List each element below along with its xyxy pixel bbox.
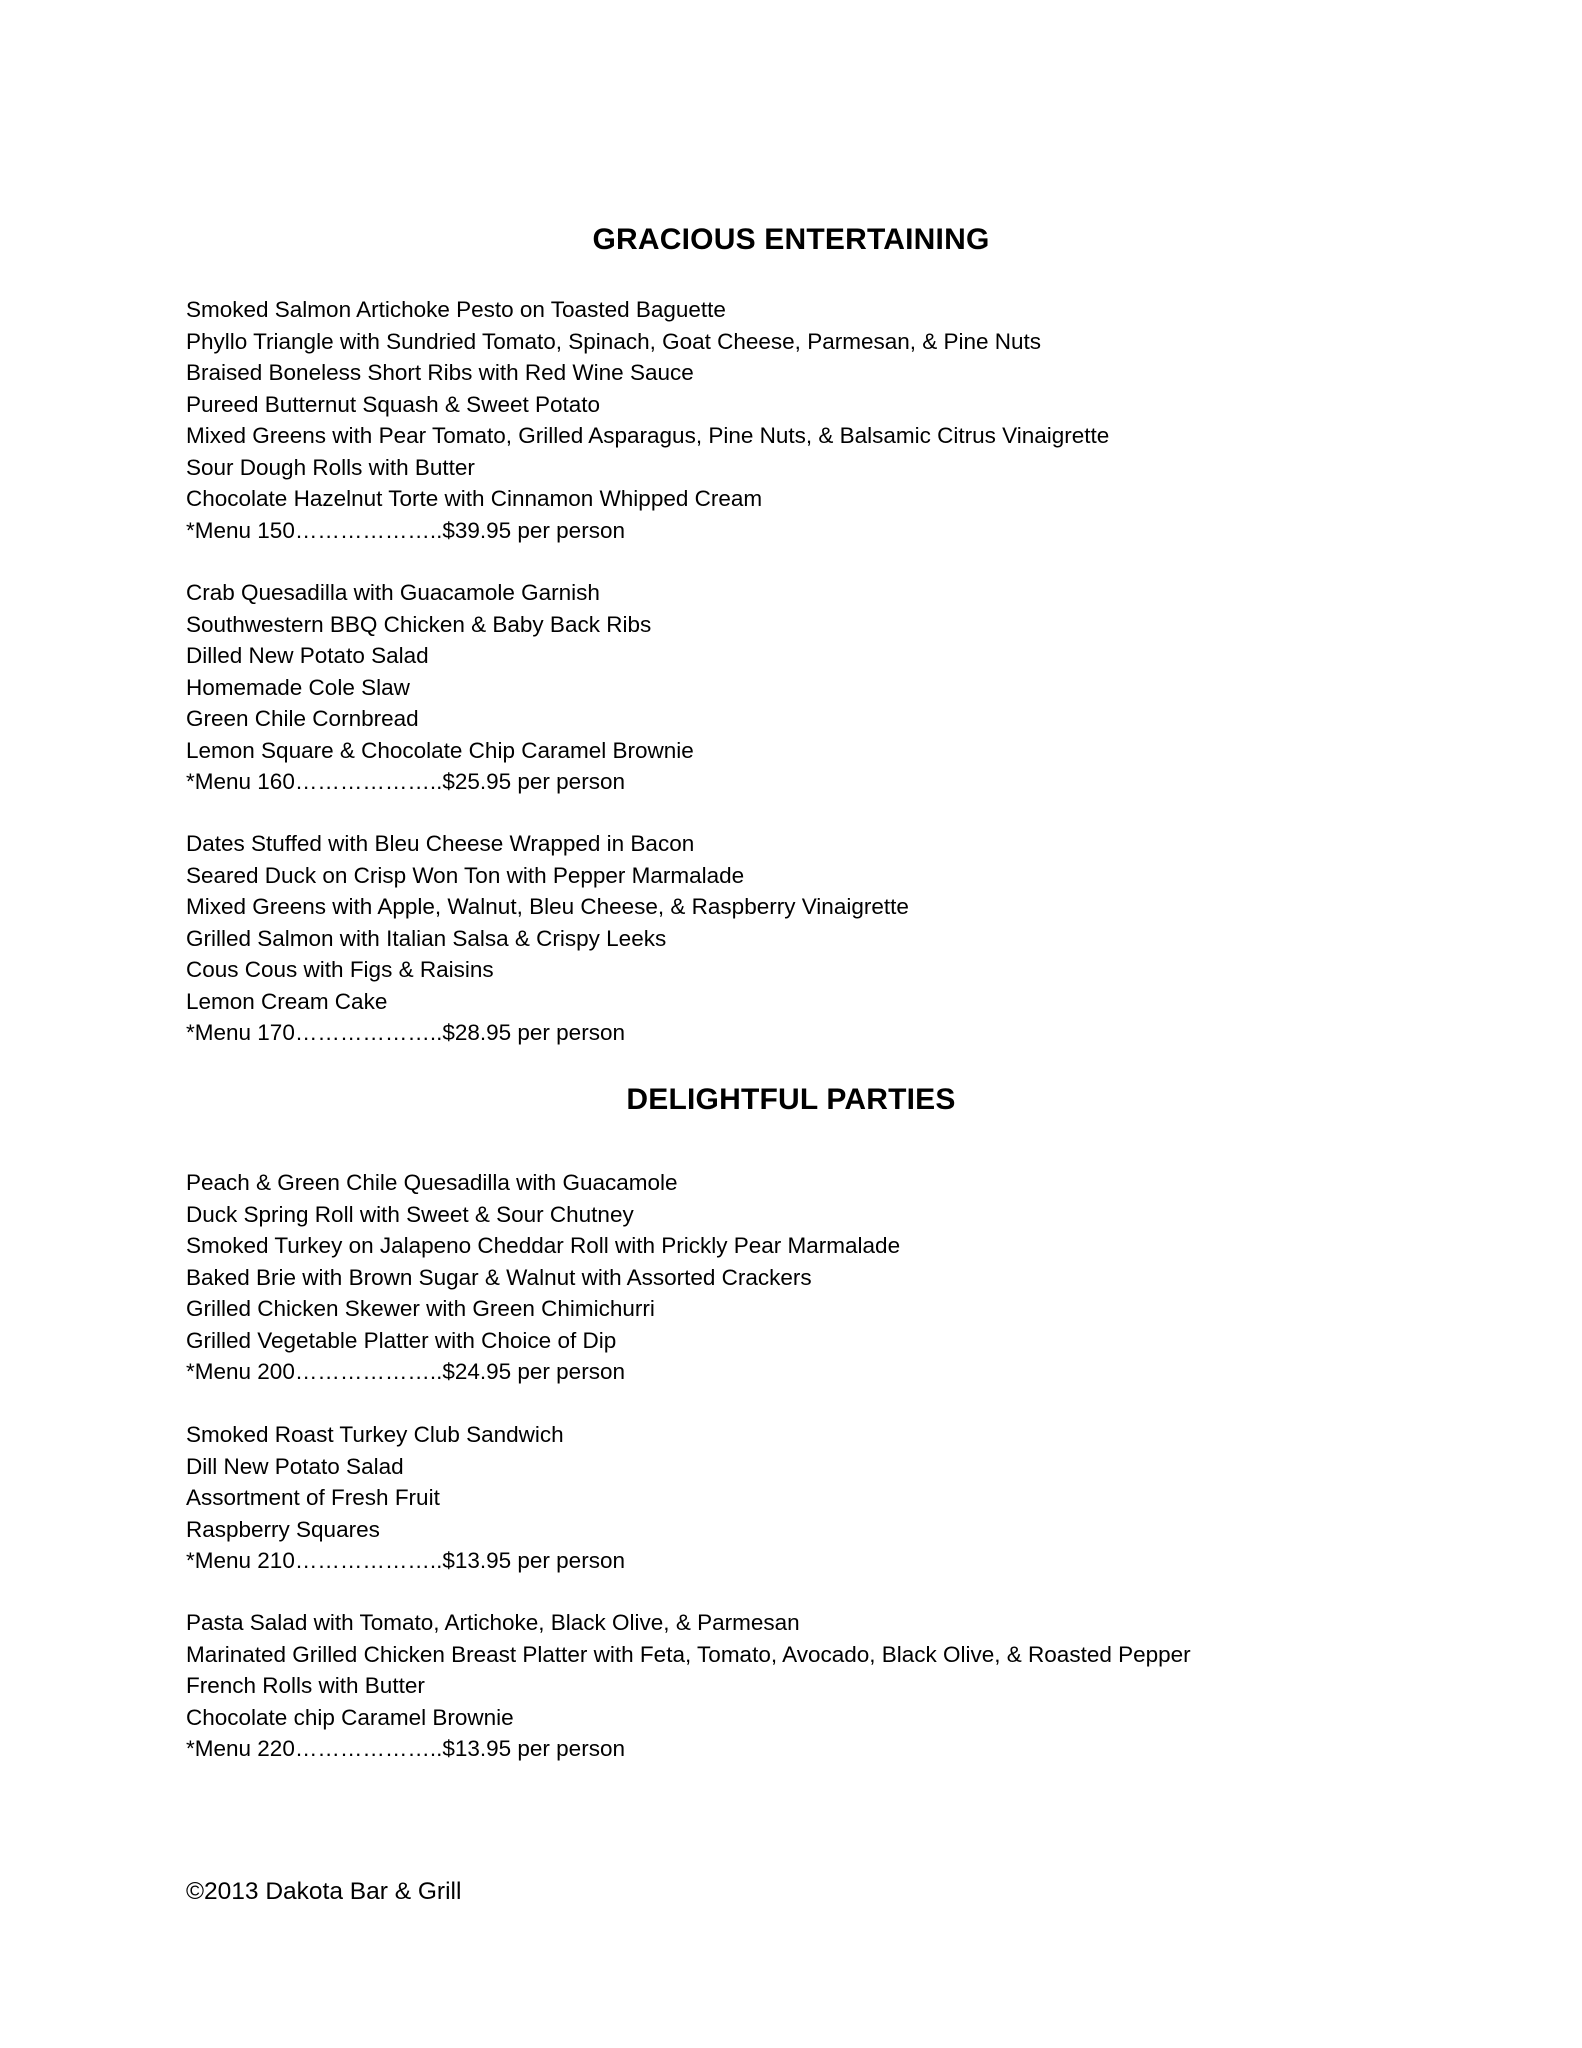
- menu-item: Baked Brie with Brown Sugar & Walnut with Assorted Crackers: [186, 1264, 812, 1290]
- menu-150-block: [186, 294, 1109, 546]
- section-title-gracious-entertaining: GRACIOUS ENTERTAINING: [592, 223, 990, 256]
- menu-210-block: [186, 1419, 625, 1577]
- menu-item: Mixed Greens with Pear Tomato, Grilled Asparagus, Pine Nuts, & Balsamic Citrus Vinaigrette: [186, 423, 1110, 448]
- menu-220-block: [186, 1607, 1191, 1765]
- menu-item: Raspberry Squares: [186, 1516, 380, 1542]
- menu-item: Duck Spring Roll with Sweet & Sour Chutney: [186, 1201, 634, 1227]
- menu-160-block: [186, 577, 694, 798]
- menu-item: Dates Stuffed with Bleu Cheese Wrapped in Bacon: [186, 831, 695, 856]
- menu-item: French Rolls with Butter: [186, 1673, 425, 1698]
- menu-item: Lemon Square & Chocolate Chip Caramel Brownie: [186, 737, 694, 763]
- menu-item: Crab Quesadilla with Guacamole Garnish: [186, 580, 600, 605]
- menu-item: Seared Duck on Crisp Won Ton with Pepper Marmalade: [186, 862, 745, 888]
- menu-price-line: *Menu 160………………..$25.95 per person: [186, 769, 625, 794]
- menu-item: Mixed Greens with Apple, Walnut, Bleu Cheese, & Raspberry Vinaigrette: [186, 894, 909, 919]
- section-title-delightful-parties: DELIGHTFUL PARTIES: [626, 1083, 956, 1116]
- menu-item: Dilled New Potato Salad: [186, 643, 429, 668]
- menu-price-line: *Menu 200………………..$24.95 per person: [186, 1359, 625, 1384]
- menu-price-line: *Menu 170………………..$28.95 per person: [186, 1020, 625, 1045]
- menu-item: Chocolate chip Caramel Brownie: [186, 1704, 514, 1730]
- menu-item: Grilled Vegetable Platter with Choice of Dip: [186, 1327, 617, 1353]
- menu-item: Dill New Potato Salad: [186, 1453, 404, 1479]
- menu-price-line: *Menu 150………………..$39.95 per person: [186, 517, 625, 543]
- menu-item: Sour Dough Rolls with Butter: [186, 454, 475, 480]
- menu-item: Phyllo Triangle with Sundried Tomato, Spinach, Goat Cheese, Parmesan, & Pine Nuts: [186, 328, 1042, 354]
- menu-item: Southwestern BBQ Chicken & Baby Back Ribs: [186, 611, 652, 637]
- menu-170-block: [186, 828, 909, 1049]
- menu-item: Pureed Butternut Squash & Sweet Potato: [186, 391, 601, 417]
- menu-price-line: *Menu 210………………..$13.95 per person: [186, 1548, 625, 1573]
- menu-price-line: *Menu 220………………..$13.95 per person: [186, 1736, 625, 1761]
- menu-item: Marinated Grilled Chicken Breast Platter with Feta, Tomato, Avocado, Black Olive, & Roasted Pepper: [186, 1641, 1191, 1667]
- menu-item: Smoked Salmon Artichoke Pesto on Toasted Baguette: [186, 297, 726, 322]
- menu-item: Chocolate Hazelnut Torte with Cinnamon Whipped Cream: [186, 486, 763, 511]
- menu-item: Peach & Green Chile Quesadilla with Guacamole: [186, 1170, 678, 1195]
- menu-item: Smoked Turkey on Jalapeno Cheddar Roll with Prickly Pear Marmalade: [186, 1233, 901, 1258]
- menu-item: Green Chile Cornbread: [186, 706, 419, 731]
- menu-item: Pasta Salad with Tomato, Artichoke, Black Olive, & Parmesan: [186, 1610, 800, 1635]
- menu-item: Homemade Cole Slaw: [186, 674, 410, 700]
- menu-item: Cous Cous with Figs & Raisins: [186, 957, 494, 982]
- menu-item: Assortment of Fresh Fruit: [186, 1485, 440, 1510]
- menu-item: Braised Boneless Short Ribs with Red Wine Sauce: [186, 360, 694, 385]
- menu-item: Smoked Roast Turkey Club Sandwich: [186, 1422, 564, 1447]
- menu-item: Grilled Chicken Skewer with Green Chimichurri: [186, 1296, 655, 1321]
- menu-item: Grilled Salmon with Italian Salsa & Crispy Leeks: [186, 925, 667, 951]
- menu-200-block: [186, 1167, 900, 1388]
- copyright-footer: ©2013 Dakota Bar & Grill: [186, 1878, 462, 1905]
- menu-item: Lemon Cream Cake: [186, 988, 388, 1014]
